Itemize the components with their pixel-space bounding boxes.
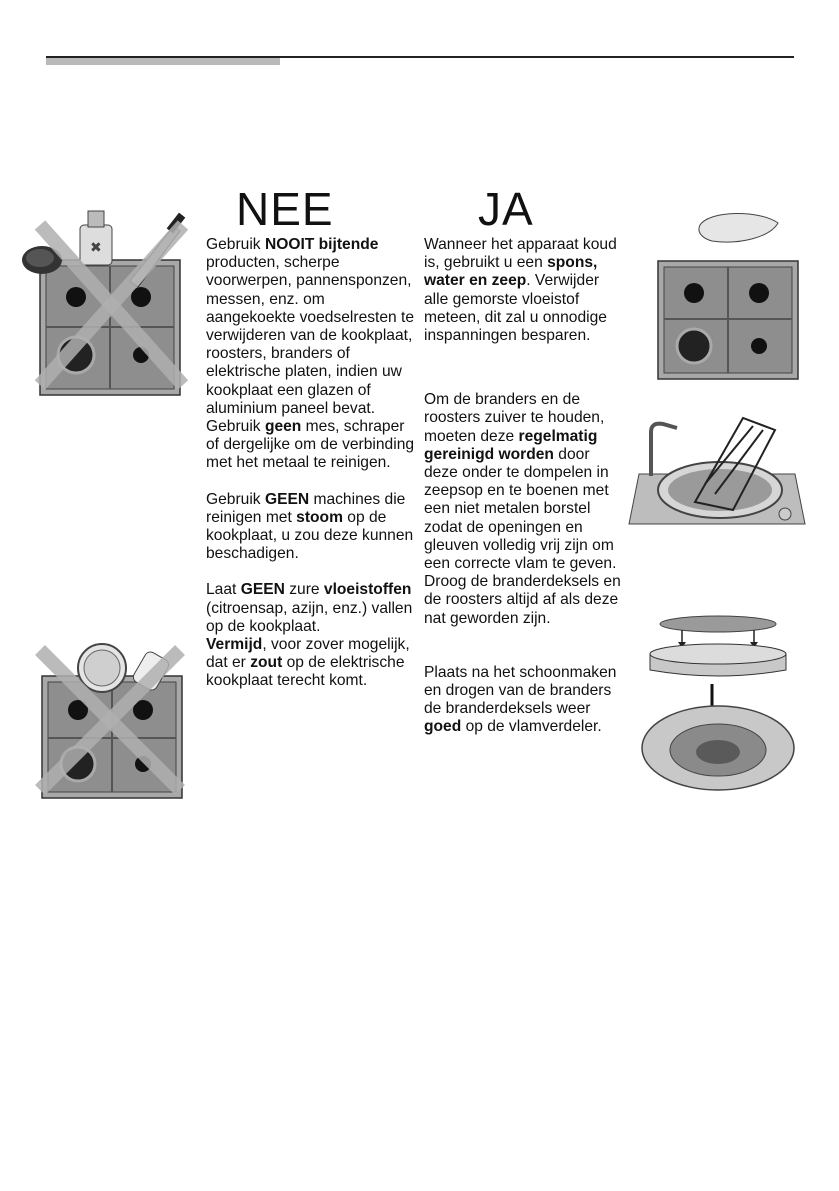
lemon-slice-icon [78, 644, 126, 692]
stoom-paragraph: Gebruik GEEN machines die reinigen met stoom op de kookplaat, u zou deze kunnen beschadigen. [206, 490, 414, 563]
heading-nee: NEE [236, 183, 334, 235]
heading-ja: JA [478, 183, 534, 235]
svg-text:✖: ✖ [90, 240, 102, 256]
hob-sponge-illustration [650, 205, 810, 385]
nooit-paragraph: Gebruik NOOIT bijtende producten, scherpe voorwerpen, pannensponzen, messen, enz. om aangekoekte voedselresten te verwijderen van de kookplaat, roosters, branders of elektrische platen, indien uw kookplaat een glazen of aluminium paneel bevat. Gebruik geen mes, schraper of dergelijke om de verbinding met het metaal te reinigen. [206, 236, 415, 472]
header-rule-accent [46, 58, 280, 65]
hob-abrasives-illustration [18, 205, 188, 400]
sink-soaking-illustration [625, 412, 810, 530]
vloeistoffen-paragraph: Laat GEEN zure vloeistoffen (citroensap, azijn, enz.) vallen op de kookplaat. [206, 581, 413, 635]
burner-cap-illustration [636, 612, 801, 792]
zout-paragraph: Vermijd, voor zover mogelijk, dat er zout op de elektrische kookplaat terecht komt. [206, 636, 410, 690]
left-column [206, 236, 416, 691]
branderdeksels-paragraph: Plaats na het schoonmaken en drogen van de branders de branderdeksels weer goed op de vlamverdeler. [424, 663, 617, 736]
sponge-icon [699, 213, 778, 242]
burner-cap-icon [660, 616, 776, 632]
faucet-icon [651, 424, 677, 476]
spons-paragraph: Wanneer het apparaat koud is, gebruikt u een spons, water en zeep. Verwijder alle gemorste vloeistof meteen, dit zal u onnodige inspanningen besparen. [424, 236, 617, 345]
bottle-icon [80, 211, 112, 265]
hob-acid-salt-illustration [30, 640, 190, 800]
right-column [424, 236, 622, 737]
reinigen-paragraph: Om de branders en de roosters zuiver te houden, moeten deze regelmatig gereinigd worden door deze onder te dompelen in zeepsop en te boenen met een niet metalen borstel zodat de openingen en gleuven volledig vrij zijn om een correcte vlam te geven. Droog de branderdeksels en de roosters altijd af als deze nat geworden zijn. [424, 391, 621, 627]
